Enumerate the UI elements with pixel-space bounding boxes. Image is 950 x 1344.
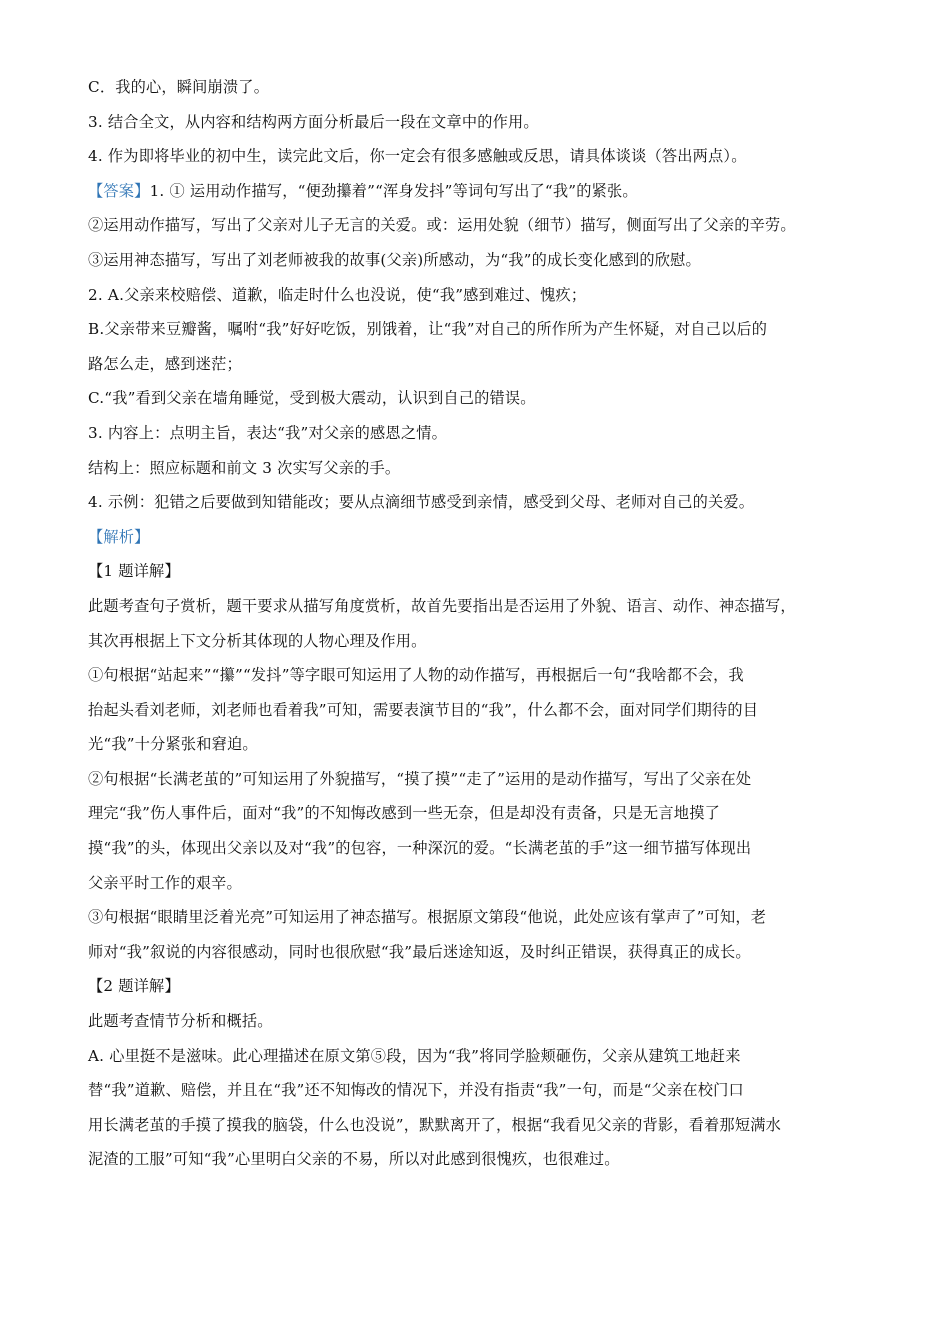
detail-1-item-2-cont2: 摸“我”的头，体现出父亲以及对“我”的包容，一种深沉的爱。“长满老茧的手”这一细节描写体现出 [88, 839, 752, 858]
question-4-line: 4. 作为即将毕业的初中生，读完此文后，你一定会有很多感触或反思，请具体谈谈（答出两点）。 [88, 147, 747, 166]
detail-2-heading: 【2 题详解】 [88, 977, 180, 996]
detail-1-item-2-end: 父亲平时工作的艰辛。 [88, 873, 242, 892]
detail-1-para: 此题考查句子赏析，题干要求从描写角度赏析，故首先要指出是否运用了外貌、语言、动作、神态描写， [88, 596, 796, 615]
answer-2-c: C.“我”看到父亲在墙角睡觉，受到极大震动，认识到自己的错误。 [88, 389, 536, 408]
detail-2-a-end: 泥渣的工服”可知“我”心里明白父亲的不易，所以对此感到很愧疚，也很难过。 [88, 1150, 620, 1169]
answer-2-b: B.父亲带来豆瓣酱，嘱咐“我”好好吃饭，别饿着，让“我”对自己的所作所为产生怀疑，对自己以后的 [88, 320, 768, 339]
answer-3-structure: 结构上：照应标题和前文 3 次实写父亲的手。 [88, 458, 401, 477]
detail-1-item-1: ①句根据“站起来”“攥”“发抖”等字眼可知运用了人物的动作描写，再根据后一句“我啥都不会，我 [88, 666, 744, 685]
answer-1-item-3: ③运用神态描写，写出了刘老师被我的故事(父亲)所感动，为“我”的成长变化感到的欣慰。 [88, 250, 701, 269]
detail-2-a-cont: 替“我”道歉、赔偿，并且在“我”还不知悔改的情况下，并没有指责“我”一句，而是“父亲在校门口 [88, 1081, 744, 1100]
detail-1-item-1-cont: 抬起头看刘老师，刘老师也看着我”可知，需要表演节目的“我”，什么都不会，面对同学们期待的目 [88, 700, 759, 719]
answer-4: 4. 示例：犯错之后要做到知错能改；要从点滴细节感受到亲情，感受到父母、老师对自己的关爱。 [88, 493, 755, 512]
detail-1-item-1-end: 光“我”十分紧张和窘迫。 [88, 735, 258, 754]
analysis-line [88, 520, 860, 555]
analysis-tag: 【解析】 [88, 527, 150, 546]
detail-1-item-2-cont: 理完“我”伤人事件后，面对“我”的不知悔改感到一些无奈，但是却没有责备，只是无言地摸了 [88, 804, 720, 823]
detail-2-a-cont2: 用长满老茧的手摸了摸我的脑袋，什么也没说”，默默离开了，根据“我看见父亲的背影，看着那短满水 [88, 1115, 781, 1134]
answer-line [88, 174, 860, 209]
detail-1-heading: 【1 题详解】 [88, 562, 180, 581]
option-c-line: C．我的心，瞬间崩溃了。 [88, 78, 270, 96]
detail-2-a: A. 心里挺不是滋味。此心理描述在原文第⑤段，因为“我”将同学脸颊砸伤，父亲从建筑工地赶来 [88, 1046, 741, 1065]
detail-1-para-cont: 其次再根据上下文分析其体现的人物心理及作用。 [88, 631, 427, 650]
answer-2-b-cont: 路怎么走，感到迷茫； [88, 354, 242, 373]
detail-2-para: 此题考查情节分析和概括。 [88, 1012, 273, 1031]
document-page [88, 70, 860, 1177]
detail-1-item-2: ②句根据“长满老茧的”可知运用了外貌描写，“摸了摸”“走了”运用的是动作描写，写出了父亲在处 [88, 769, 752, 788]
answer-2-a: 2. A.父亲来校赔偿、道歉，临走时什么也没说，使“我”感到难过、愧疚； [88, 285, 587, 304]
detail-1-item-3-end: 师对“我”叙说的内容很感动，同时也很欣慰“我”最后迷途知返，及时纠正错误，获得真正的成长。 [88, 942, 751, 961]
answer-3-content: 3. 内容上：点明主旨，表达“我”对父亲的感恩之情。 [88, 423, 447, 442]
answer-1-item-2: ②运用动作描写，写出了父亲对儿子无言的关爱。或：运用处貌（细节）描写，侧面写出了父亲的辛劳。 [88, 216, 796, 235]
answer-text: 1. ① 运用动作描写，“便劲攥着”“浑身发抖”等词句写出了“我”的紧张。 [149, 181, 638, 200]
question-3-line: 3. 结合全文，从内容和结构两方面分析最后一段在文章中的作用。 [88, 112, 539, 131]
detail-1-item-3: ③句根据“眼睛里泛着光亮”可知运用了神态描写。根据原文第段“他说，此处应该有掌声了”可知，老 [88, 908, 767, 927]
answer-tag: 【答案】 [88, 181, 150, 200]
